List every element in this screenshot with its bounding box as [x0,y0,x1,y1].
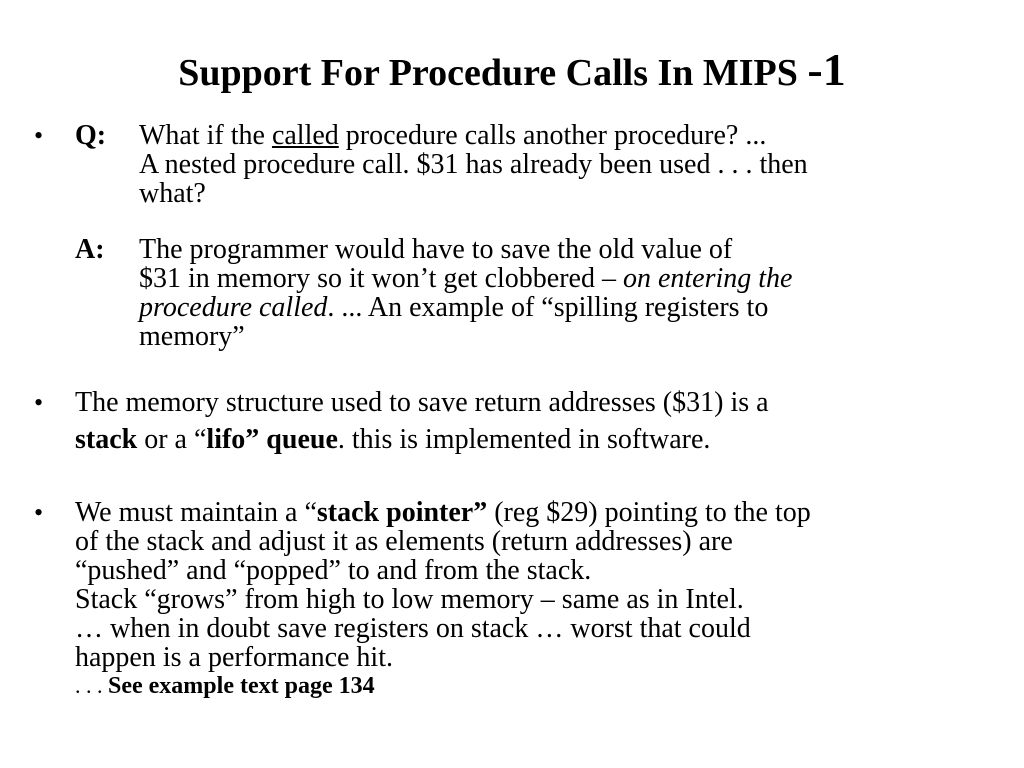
pointer-line-3: “pushed” and “popped” to and from the stack. [75,555,592,586]
example-note-dots: . . . [75,673,108,698]
stack-text-b: . this is implemented in software. [337,424,711,455]
question-text-a: What if the [139,120,272,151]
bullet-marker-pointer: • [34,498,44,527]
answer-italic-b: procedure called [139,292,328,323]
answer-line-1: The programmer would have to save the old value of [139,234,733,265]
stack-term: stack [75,424,138,455]
question-line-1 [139,121,766,150]
pointer-line-2: of the stack and adjust it as elements (return addresses) are [75,526,733,557]
stack-pointer-term: stack pointer” [316,497,488,528]
title-number: -1 [807,44,846,95]
question-line-3: what? [139,178,206,209]
stack-line-1: The memory structure used to save return addresses ($31) is a [75,387,769,418]
bullet-marker-qa: • [34,121,44,150]
title-text: Support For Procedure Calls In MIPS [178,52,808,94]
called-underlined: called [271,120,339,151]
question-text-b: procedure calls another procedure? ... [338,120,767,151]
answer-line-2 [139,264,793,293]
pointer-line-5: … when in doubt save registers on stack … worst that could [75,613,751,644]
pointer-line-1 [75,498,811,527]
answer-line-3 [139,293,768,322]
pointer-line-4: Stack “grows” from high to low memory – same as in Intel. [75,584,744,615]
pointer-line-6: happen is a performance hit. [75,642,393,673]
stack-line-2 [75,425,710,454]
answer-text-b: . ... An example of “spilling registers to [327,292,769,323]
answer-text-a: $31 in memory so it won’t get clobbered – [139,263,623,294]
question-line-2: A nested procedure call. $31 has already been used . . . then [139,149,808,180]
bullet-marker-stack: • [34,388,44,417]
lifo-queue-term: lifo” queue [206,424,338,455]
stack-text-a: or a “ [137,424,207,455]
example-note-text: See example text page 134 [108,673,375,699]
slide-title [0,44,1024,99]
example-note [75,670,375,701]
answer-label: A: [75,234,105,265]
question-label: Q: [75,120,107,151]
pointer-text-b: (reg $29) pointing to the top [487,497,811,528]
pointer-text-a: We must maintain a “ [75,497,317,528]
answer-line-4: memory” [139,321,245,352]
answer-italic-a: on entering the [622,263,793,294]
